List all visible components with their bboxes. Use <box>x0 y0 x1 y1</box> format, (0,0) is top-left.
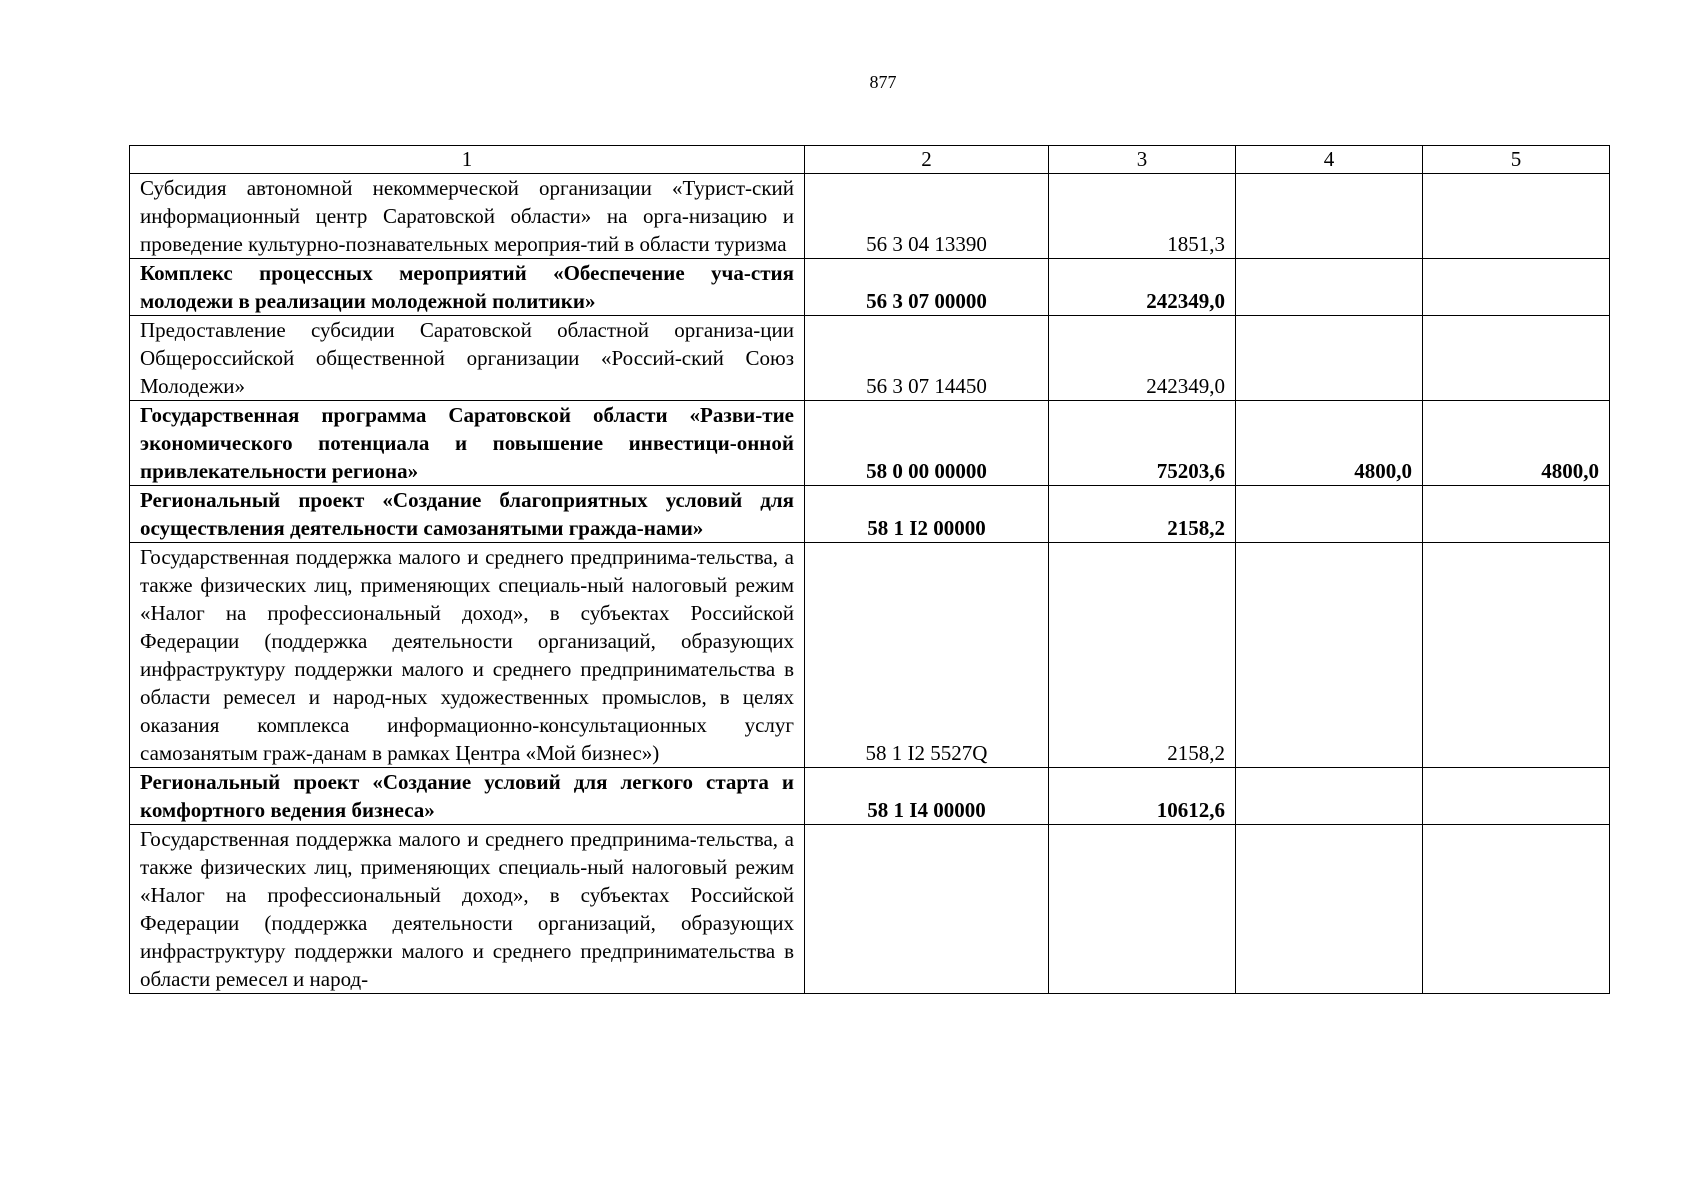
row-name: Региональный проект «Создание условий для легкого старта и комфортного ведения бизнеса» <box>130 768 805 825</box>
table-row <box>130 174 1610 259</box>
row-value-5 <box>1423 259 1610 316</box>
header-col-4: 4 <box>1236 146 1423 174</box>
row-code <box>805 825 1049 994</box>
row-value-5 <box>1423 486 1610 543</box>
row-value-3: 1851,3 <box>1049 174 1236 259</box>
table-row <box>130 825 1610 994</box>
row-value-4: 4800,0 <box>1236 401 1423 486</box>
row-value-5 <box>1423 825 1610 994</box>
row-value-3: 75203,6 <box>1049 401 1236 486</box>
row-value-5: 4800,0 <box>1423 401 1610 486</box>
row-name: Предоставление субсидии Саратовской областной организа-ции Общероссийской общественной организации «Россий-ский Союз Молодежи» <box>130 316 805 401</box>
budget-table <box>129 145 1610 994</box>
row-code: 56 3 04 13390 <box>805 174 1049 259</box>
row-value-3: 242349,0 <box>1049 259 1236 316</box>
header-col-1: 1 <box>130 146 805 174</box>
table-row <box>130 259 1610 316</box>
row-name: Региональный проект «Создание благоприятных условий для осуществления деятельности самозанятыми гражда-нами» <box>130 486 805 543</box>
table-row <box>130 486 1610 543</box>
row-value-3: 2158,2 <box>1049 543 1236 768</box>
table-row <box>130 316 1610 401</box>
row-value-5 <box>1423 543 1610 768</box>
row-code: 58 1 I2 00000 <box>805 486 1049 543</box>
table-row <box>130 543 1610 768</box>
row-value-4 <box>1236 486 1423 543</box>
table-row <box>130 401 1610 486</box>
row-code: 56 3 07 14450 <box>805 316 1049 401</box>
row-value-4 <box>1236 174 1423 259</box>
table-row <box>130 768 1610 825</box>
row-value-3: 242349,0 <box>1049 316 1236 401</box>
row-value-5 <box>1423 316 1610 401</box>
row-value-4 <box>1236 768 1423 825</box>
header-col-5: 5 <box>1423 146 1610 174</box>
row-value-4 <box>1236 825 1423 994</box>
row-name: Субсидия автономной некоммерческой организации «Турист-ский информационный центр Саратовской области» на орга-низацию и проведение культурно-познавательных мероприя-тий в области туризма <box>130 174 805 259</box>
header-col-2: 2 <box>805 146 1049 174</box>
page-number: 877 <box>869 72 897 92</box>
row-code: 58 1 I2 5527Q <box>805 543 1049 768</box>
row-value-4 <box>1236 259 1423 316</box>
row-code: 58 1 I4 00000 <box>805 768 1049 825</box>
row-name: Государственная программа Саратовской области «Разви-тие экономического потенциала и повышение инвестици-онной привлекательности региона» <box>130 401 805 486</box>
header-row <box>130 146 1610 174</box>
row-name: Комплекс процессных мероприятий «Обеспечение уча-стия молодежи в реализации молодежной политики» <box>130 259 805 316</box>
row-value-5 <box>1423 768 1610 825</box>
row-value-3: 10612,6 <box>1049 768 1236 825</box>
row-value-3: 2158,2 <box>1049 486 1236 543</box>
header-col-3: 3 <box>1049 146 1236 174</box>
row-value-5 <box>1423 174 1610 259</box>
row-value-3 <box>1049 825 1236 994</box>
row-value-4 <box>1236 316 1423 401</box>
row-name: Государственная поддержка малого и среднего предпринима-тельства, а также физических лиц, применяющих специаль-ный налоговый режим «Налог на профессиональный доход», в субъектах Российской Федерации (поддержка деятельности организаций, образующих инфраструктуру поддержки малого и среднего предпринимательства в области ремесел и народ-ных художественных промыслов, в целях оказания комплекса информационно-консультационных услуг самозанятым граж-данам в рамках Центра «Мой бизнес») <box>130 543 805 768</box>
row-value-4 <box>1236 543 1423 768</box>
row-code: 56 3 07 00000 <box>805 259 1049 316</box>
row-code: 58 0 00 00000 <box>805 401 1049 486</box>
row-name: Государственная поддержка малого и среднего предпринима-тельства, а также физических лиц, применяющих специаль-ный налоговый режим «Налог на профессиональный доход», в субъектах Российской Федерации (поддержка деятельности организаций, образующих инфраструктуру поддержки малого и среднего предпринимательства в области ремесел и народ- <box>130 825 805 994</box>
